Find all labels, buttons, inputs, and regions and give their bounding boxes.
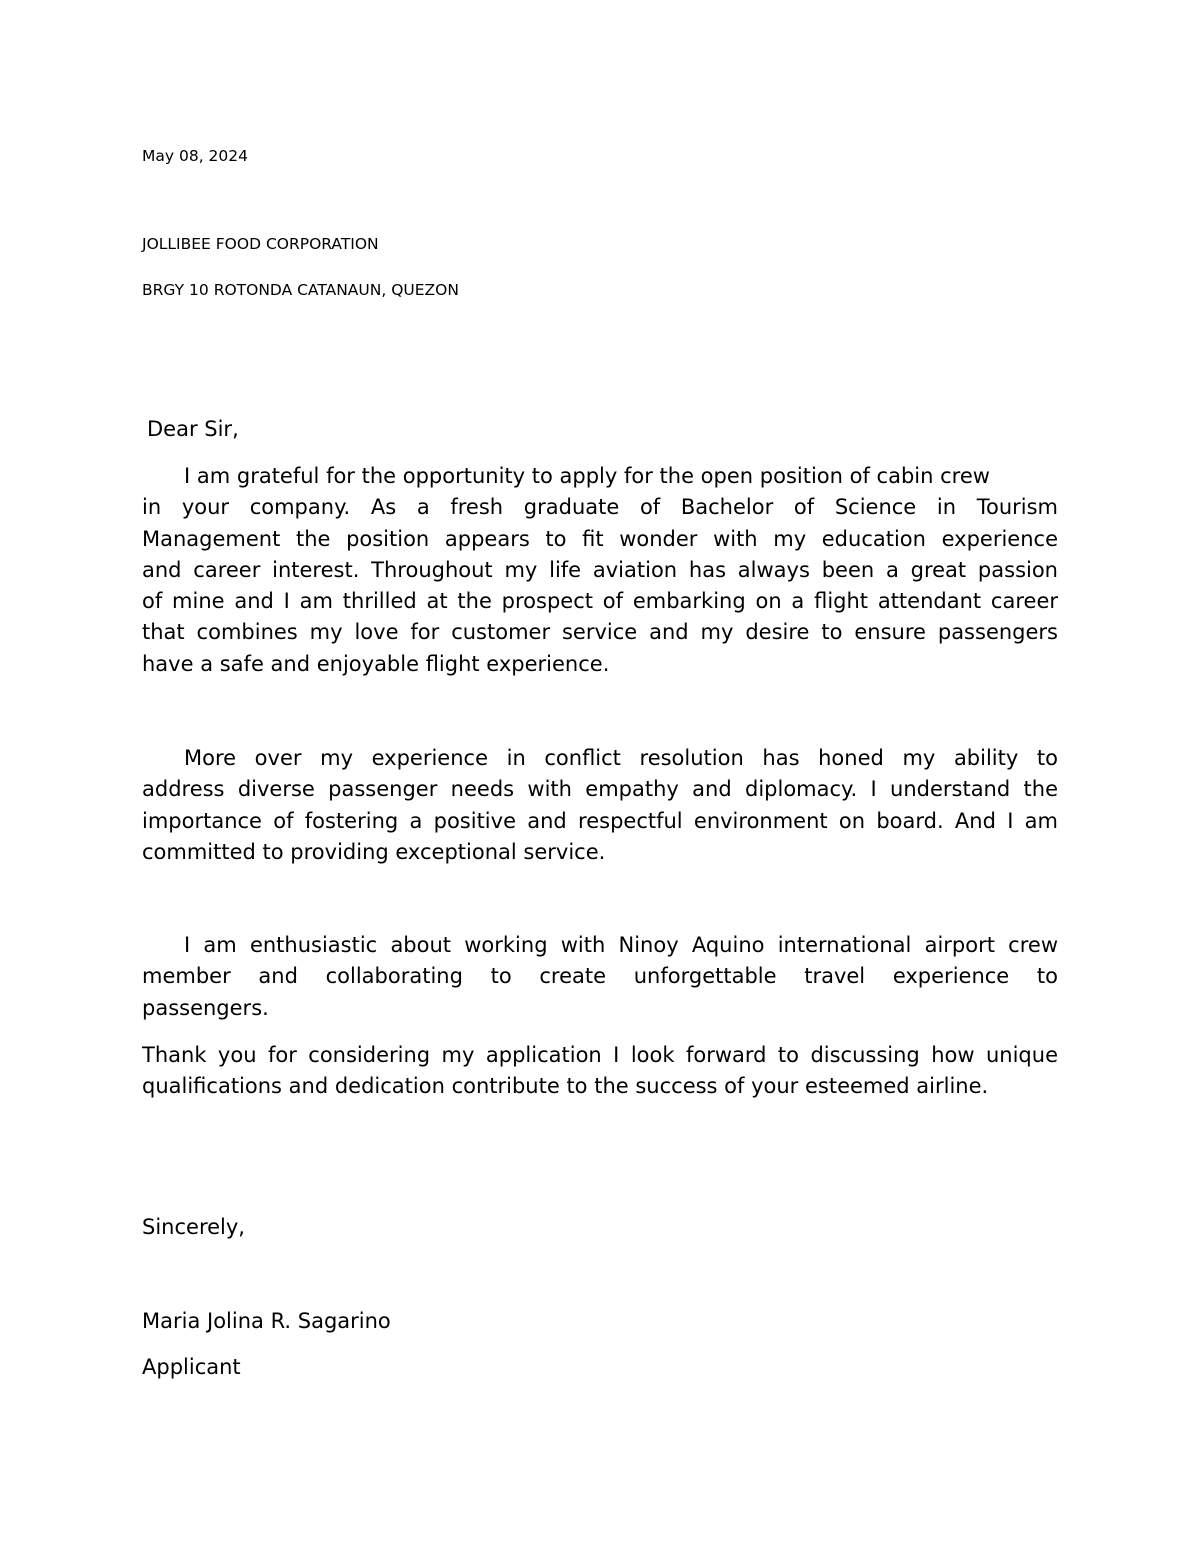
paragraph-line: of mine and I am thrilled at the prospect of embarking on a flight attendant career (142, 589, 1058, 614)
signer-title: Applicant (142, 1355, 241, 1379)
signer-name: Maria Jolina R. Sagarino (142, 1309, 391, 1333)
paragraph-line: member and collaborating to create unforgettable travel experience to (142, 964, 1058, 989)
paragraph-line: that combines my love for customer service and my desire to ensure passengers (142, 620, 1058, 645)
paragraph-opportunity (142, 461, 1058, 680)
paragraph-line: in your company. As a fresh graduate of Bachelor of Science in Tourism (142, 495, 1058, 520)
paragraph-line: and career interest. Throughout my life aviation has always been a great passion (142, 557, 1058, 582)
paragraph-line: importance of fostering a positive and respectful environment on board. And I am (142, 808, 1058, 833)
paragraph-line: have a safe and enjoyable flight experience. (142, 651, 610, 676)
paragraph-line: I am grateful for the opportunity to apply for the open position of cabin crew (184, 464, 990, 488)
letter-date: May 08, 2024 (142, 147, 248, 165)
recipient-name: JOLLIBEE FOOD CORPORATION (142, 235, 379, 253)
paragraph-line: Management the position appears to fit wonder with my education experience (142, 526, 1058, 551)
paragraph-line: Thank you for considering my application I look forward to discussing how unique (142, 1043, 1058, 1067)
paragraph-thanks (142, 1040, 1058, 1103)
paragraph-line: address diverse passenger needs with empathy and diplomacy. I understand the (142, 777, 1058, 802)
paragraph-line: committed to providing exceptional service. (142, 839, 606, 864)
paragraph-line: qualifications and dedication contribute to the success of your esteemed airline. (142, 1074, 989, 1099)
closing: Sincerely, (142, 1215, 245, 1239)
recipient-address: BRGY 10 ROTONDA CATANAUN, QUEZON (142, 281, 459, 299)
paragraph-line: I am enthusiastic about working with Ninoy Aquino international airport crew (184, 933, 1058, 957)
salutation: Dear Sir, (147, 417, 239, 441)
paragraph-experience (142, 743, 1058, 868)
paragraph-line: More over my experience in conflict resolution has honed my ability to (184, 746, 1058, 770)
paragraph-enthusiasm (142, 930, 1058, 1024)
paragraph-line: passengers. (142, 995, 269, 1020)
